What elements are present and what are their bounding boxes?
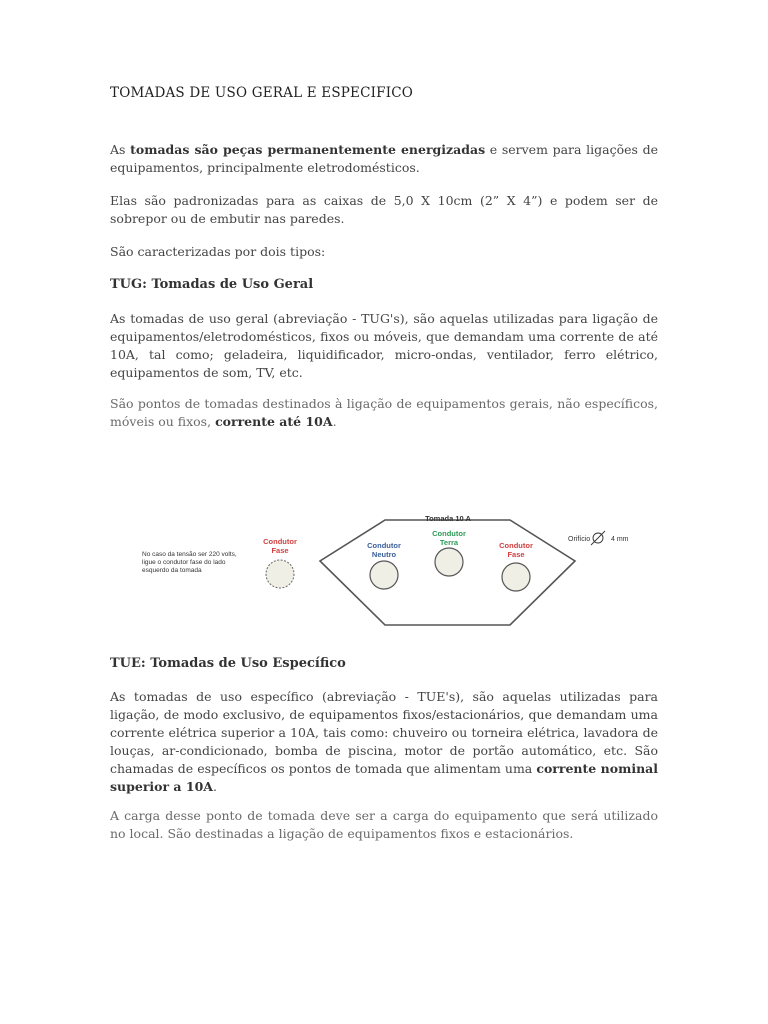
neutro-label-2: Neutro xyxy=(371,550,397,559)
diagram-note-line-2: ligue o condutor fase do lado xyxy=(142,559,226,566)
intro-paragraph-2: Elas são padronizadas para as caixas de 5,0 X 10cm (2” X 4”) e podem ser de sobrepor ou de embutir nas paredes. xyxy=(110,193,658,226)
left-fase-socket xyxy=(266,560,294,588)
tug-paragraph-2 xyxy=(110,395,658,431)
left-fase-label-1: Condutor xyxy=(263,537,297,546)
orificio-label: Orifício xyxy=(568,536,591,543)
tug-heading: TUG: Tomadas de Uso Geral xyxy=(110,277,314,292)
tug-paragraph-1: As tomadas de uso geral (abreviação - TUG's), são aquelas utilizadas para ligação de equipamentos/eletrodomésticos, fixos ou móveis, que demandam uma corrente de até 10A, tal como; geladeira, liquidificador, micro-ondas, ventilador, ferro elétrico, equipamentos de som, TV, etc. xyxy=(110,311,658,380)
fase-label-1: Condutor xyxy=(499,541,533,550)
tue-p1-end: . xyxy=(212,779,217,794)
tug-p2-bold: corrente até 10A xyxy=(215,414,333,429)
tug-p2-end: . xyxy=(332,414,337,429)
diagram-note-line-3: esquerdo da tomada xyxy=(142,567,202,574)
diagram-title: Tomada 10 A xyxy=(425,514,471,523)
tue-p1-start: As tomadas de uso específico (abreviação - TUE's), são aquelas utilizadas para ligação, de modo exclusivo, de equipamentos fixos/estacionários, que demandam uma corrente elétrica superior a 10A, tais como: chuveiro ou torneira elétrica, lavadora de louças, ar-condicionado, bomba de piscina, motor de portão automático, etc. São chamadas de específicos os pontos de tomada que alimentam uma xyxy=(110,689,658,776)
terra-label-1: Condutor xyxy=(432,529,466,538)
diameter-label: 4 mm xyxy=(611,536,629,543)
fase-socket xyxy=(502,563,530,591)
outlet-diagram xyxy=(140,505,640,635)
diameter-icon xyxy=(591,531,605,545)
tug-p2-start: São pontos de tomadas destinados à ligação de equipamentos gerais, não específicos, móveis ou fixos, xyxy=(110,396,658,429)
neutro-socket xyxy=(370,561,398,589)
tue-heading: TUE: Tomadas de Uso Específico xyxy=(110,656,346,671)
neutro-label-1: Condutor xyxy=(367,541,401,550)
intro-p1-bold: tomadas são peças permanentemente energizadas xyxy=(130,142,486,157)
fase-label-2: Fase xyxy=(507,550,525,559)
tue-paragraph-1 xyxy=(110,688,658,796)
intro-paragraph-3: São caracterizadas por dois tipos: xyxy=(110,244,326,259)
tue-p1-bold: corrente nominal superior a 10A xyxy=(110,761,658,794)
intro-p1-end: e servem para ligações de equipamentos, principalmente eletrodomésticos. xyxy=(110,142,658,175)
intro-paragraph-1 xyxy=(110,141,658,177)
document-title: TOMADAS DE USO GERAL E ESPECIFICO xyxy=(110,85,414,101)
intro-p1-start: As xyxy=(110,142,131,157)
terra-socket xyxy=(435,548,463,576)
left-fase-label-2: Fase xyxy=(271,546,289,555)
diagram-note-line-1: No caso da tensão ser 220 volts, xyxy=(142,551,237,558)
tue-paragraph-2: A carga desse ponto de tomada deve ser a carga do equipamento que será utilizado no local. São destinadas a ligação de equipamentos fixos e estacionários. xyxy=(110,808,658,841)
terra-label-2: Terra xyxy=(439,538,459,547)
